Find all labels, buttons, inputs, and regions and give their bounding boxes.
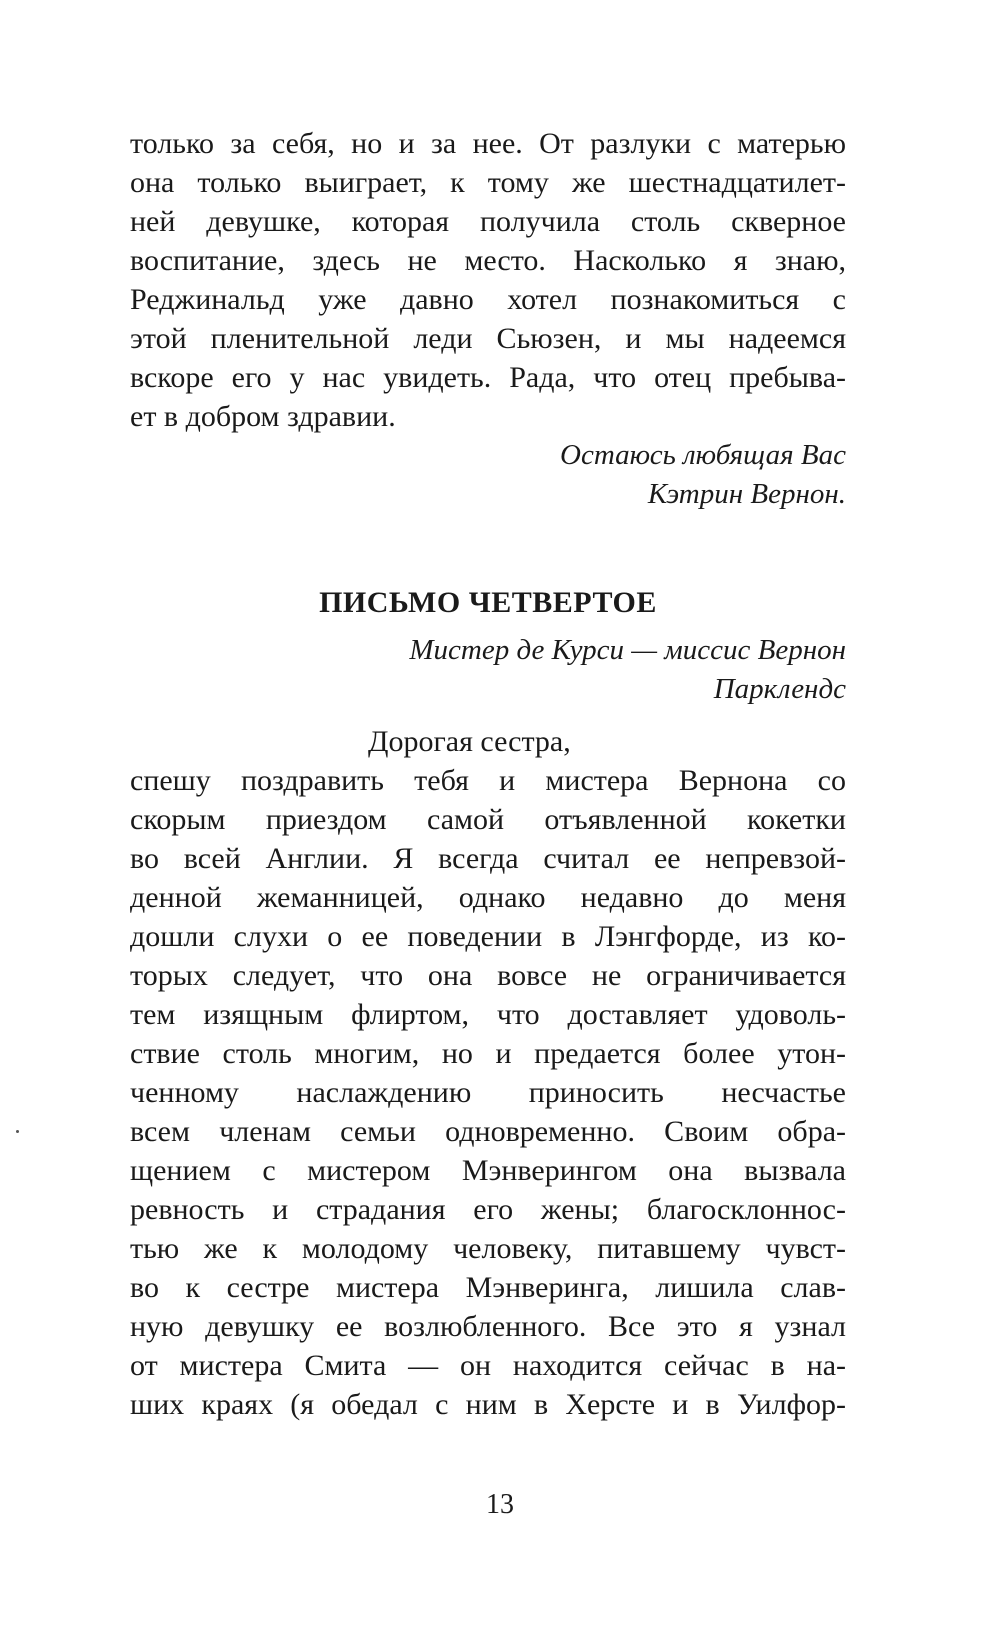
text-line: вскоре его у нас увидеть. Рада, что отец пребыва- (130, 361, 846, 394)
letter-address (130, 631, 846, 709)
letter-heading: ПИСЬМО ЧЕТВЕРТОЕ (319, 586, 657, 619)
signature-name: Кэтрин Вернон. (647, 478, 846, 510)
text-line: только за себя, но и за нее. От разлуки с матерью (130, 127, 846, 160)
top-paragraph (130, 124, 846, 514)
letter-body (130, 722, 846, 1424)
text-line: во к сестре мистера Мэнверинга, лишила слав- (130, 1271, 846, 1304)
text-line: от мистера Смита — он находится сейчас в на- (130, 1349, 846, 1382)
text-line: она только выиграет, к тому же шестнадцатилет- (130, 166, 846, 199)
signature-closing: Остаюсь любящая Вас (560, 439, 846, 471)
text-line: ет в добром здравии. (130, 400, 396, 433)
text-line: тью же к молодому человеку, питавшему чувст- (130, 1232, 846, 1265)
text-line: ствие столь многим, но и предается более утон- (130, 1037, 846, 1070)
text-line: скорым приездом самой отъявленной кокетки (130, 803, 846, 836)
text-line: тем изящным флиртом, что доставляет удоволь- (130, 998, 846, 1031)
text-line: во всей Англии. Я всегда считал ее непревзой- (130, 842, 846, 875)
margin-mark (16, 1130, 19, 1133)
salutation: Дорогая сестра, (368, 725, 571, 758)
page-number: 13 (486, 1489, 514, 1520)
text-line: спешу поздравить тебя и мистера Вернона со (130, 764, 846, 797)
text-line: ревность и страдания его жены; благосклоннос- (130, 1193, 846, 1226)
text-line: дошли слухи о ее поведении в Лэнгфорде, из ко- (130, 920, 846, 953)
text-line: торых следует, что она вовсе не ограничивается (130, 959, 846, 992)
text-line: Реджинальд уже давно хотел познакомиться с (130, 283, 846, 316)
text-line: ней девушке, которая получила столь скверное (130, 205, 846, 238)
text-line: щением с мистером Мэнверингом она вызвала (130, 1154, 846, 1187)
text-line: всем членам семьи одновременно. Своим обра- (130, 1115, 846, 1148)
text-line: воспитание, здесь не место. Насколько я знаю, (130, 244, 846, 277)
address-line: Мистер де Курси — миссис Вернон (409, 634, 846, 666)
text-line: этой пленительной леди Сьюзен, и мы надеемся (130, 322, 846, 355)
text-line: ную девушку ее возлюбленного. Все это я узнал (130, 1310, 846, 1343)
text-line: ших краях (я обедал с ним в Херсте и в Уилфор- (130, 1388, 846, 1421)
address-place: Парклендс (713, 673, 846, 705)
text-line: денной жеманницей, однако недавно до меня (130, 881, 846, 914)
text-line: ченному наслаждению приносить несчастье (130, 1076, 846, 1109)
